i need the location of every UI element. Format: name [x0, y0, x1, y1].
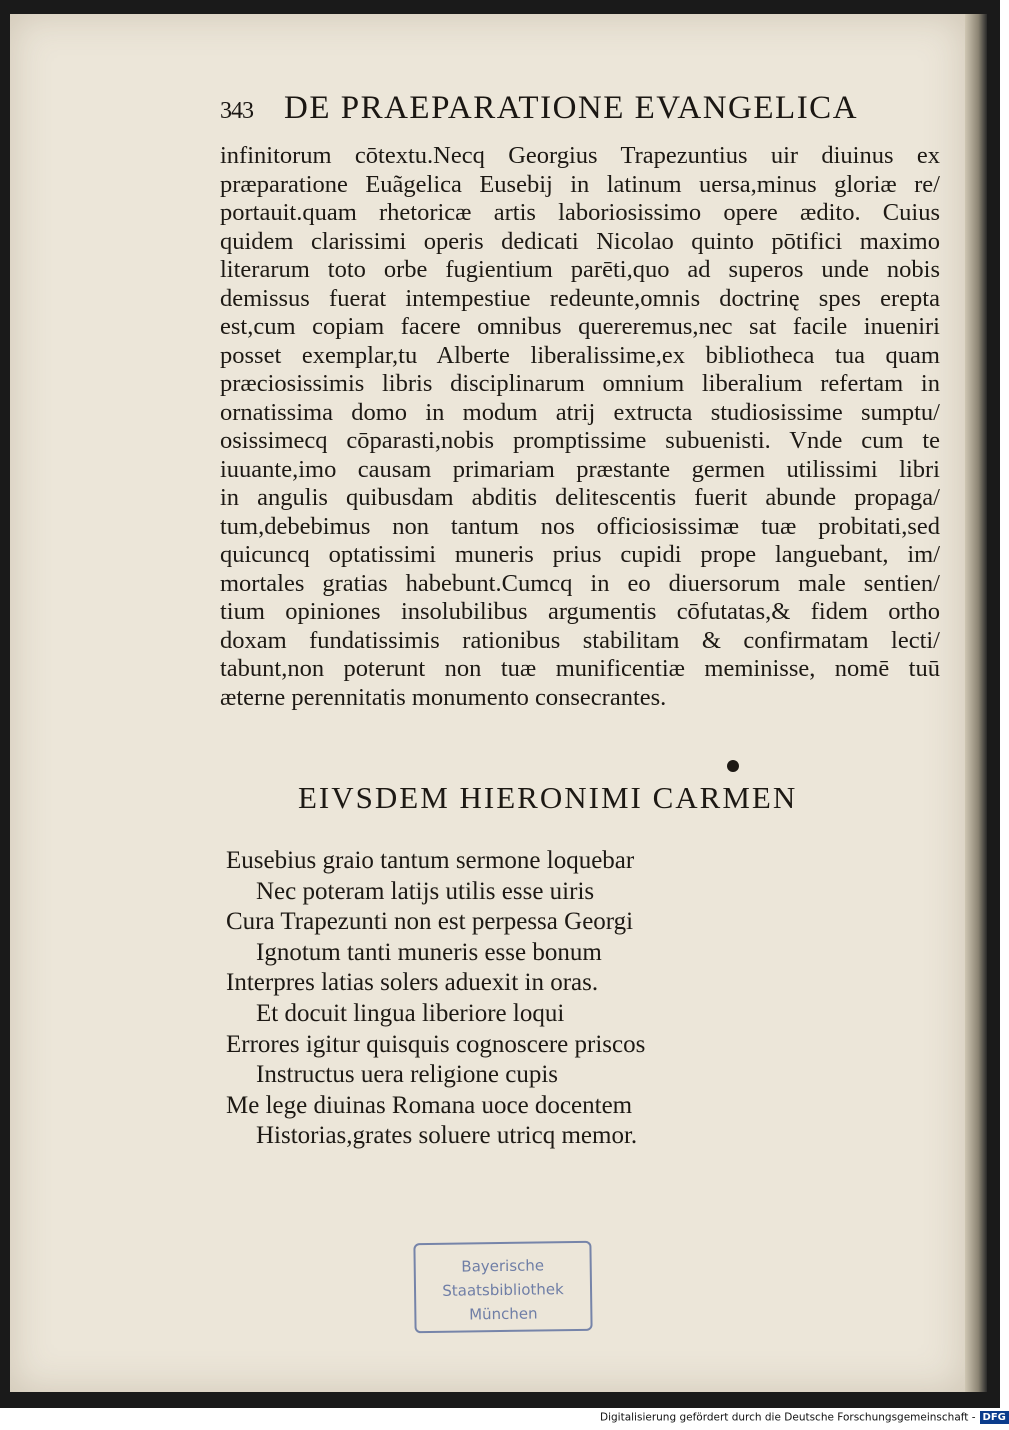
text-line: tum,debebimus non tantum nos officiosissimæ tuæ probitati,sed: [220, 512, 940, 540]
text-line: portauit.quam rhetoricæ artis laboriosissimo opere ædito. Cuius: [220, 199, 940, 226]
text-line: quicuncq optatissimi muneris prius cupidi prope languebant, im/: [220, 541, 940, 568]
page-edge: [965, 14, 987, 1392]
verse-line: Nec poteram latijs utilis esse uiris: [256, 877, 595, 905]
text-line: est,cum copiam facere omnibus quereremus,nec sat facile inueniri: [220, 313, 940, 340]
verse-line: Instructus uera religione cupis: [256, 1061, 558, 1089]
text-line: æterne perennitatis monumento consecrantes.: [220, 683, 667, 711]
prose-body: [220, 142, 940, 712]
text-line: quidem clarissimi operis dedicati Nicolao quinto pōtifici maximo: [220, 227, 940, 255]
text-line: tabunt,non poterunt non tuæ munificentiæ meminisse, nomē tuū: [220, 655, 940, 682]
verse-line: Ignotum tanti muneris esse bonum: [256, 938, 602, 966]
footer-text: Digitalisierung gefördert durch die Deutsche Forschungsgemeinschaft -: [600, 1411, 976, 1424]
poem-body: [226, 846, 746, 1152]
text-line: posset exemplar,tu Alberte liberalissime,ex bibliotheca tua quam: [220, 341, 940, 369]
dfg-logo-icon: DFG: [980, 1411, 1009, 1424]
stamp-line: München: [469, 1304, 538, 1324]
page-number: 343: [220, 98, 253, 124]
text-line: tium opiniones insolubilibus argumentis cōfutatas,& fidem ortho: [220, 598, 940, 625]
poem-heading: EIVSDEM HIERONIMI CARMEN: [298, 780, 798, 815]
text-line: in angulis quibusdam abditis delitescentis fuerit abunde propaga/: [220, 484, 940, 511]
verse-line: Et docuit lingua liberiore loqui: [256, 999, 565, 1027]
text-line: præparatione Euãgelica Eusebij in latinum uersa,minus gloriæ re/: [220, 170, 940, 198]
digitization-footer: [600, 1411, 1006, 1427]
text-line: doxam fundatissimis rationibus stabilitam & confirmatam lecti/: [220, 626, 940, 654]
text-line: mortales gratias habebunt.Cumcq in eo diuersorum male sentien/: [220, 569, 940, 597]
verse-line: Me lege diuinas Romana uoce docentem: [226, 1091, 633, 1119]
verse-line: Eusebius graio tantum sermone loquebar: [226, 847, 635, 874]
verse-line: Cura Trapezunti non est perpessa Georgi: [226, 908, 634, 936]
text-line: demissus fuerat intempestiue redeunte,omnis doctrinę spes erepta: [220, 284, 940, 312]
library-stamp: [413, 1241, 592, 1333]
text-line: literarum toto orbe fugientium parēti,quo ad superos unde nobis: [220, 256, 940, 283]
stamp-line: Bayerische: [461, 1256, 545, 1276]
text-line: iuuante,imo causam primariam præstante germen utilissimi libri: [220, 455, 940, 483]
text-line: præciosissimis libris disciplinarum omnium liberalium refertam in: [220, 370, 940, 397]
verse-line: Errores igitur quisquis cognoscere priscos: [226, 1030, 646, 1058]
text-line: osissimecq cōparasti,nobis promptissime subuenisti. Vnde cum te: [220, 427, 940, 454]
verse-line: Historias,grates soluere utricq memor.: [256, 1122, 638, 1150]
verse-line: Interpres latias solers aduexit in oras.: [226, 969, 599, 997]
text-line: ornatissima domo in modum atrij extructa studiosissime sumptu/: [220, 398, 940, 426]
running-head: [220, 90, 940, 134]
running-title: DE PRAEPARATIONE EVANGELICA: [284, 90, 859, 126]
stamp-line: Staatsbibliothek: [442, 1280, 564, 1300]
ornament-dot: [727, 760, 739, 772]
text-line: infinitorum cōtextu.Necq Georgius Trapezuntius uir diuinus ex: [220, 142, 940, 169]
